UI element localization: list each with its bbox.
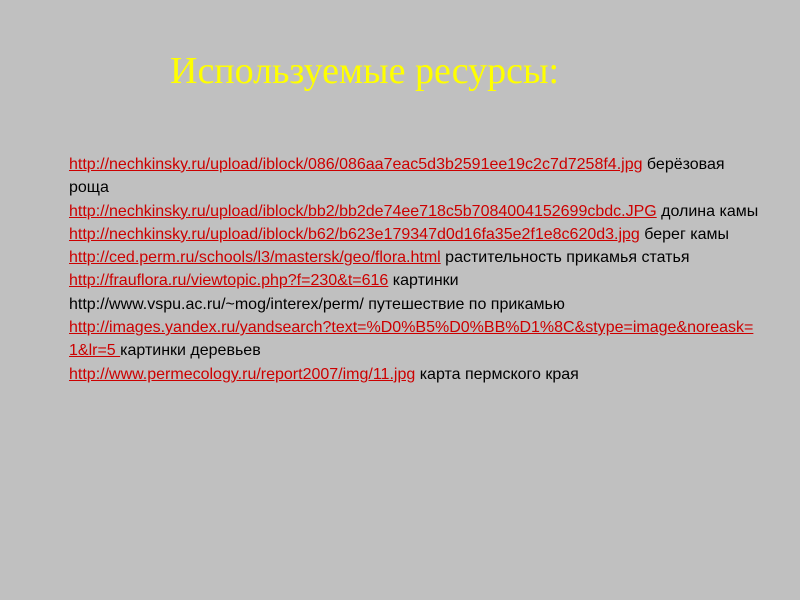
resource-item (69, 153, 759, 200)
resource-link[interactable]: http://nechkinsky.ru/upload/iblock/086/086aa7eac5d3b2591ee19c2c7d7258f4.jpg (69, 156, 643, 173)
resource-item (69, 316, 759, 363)
slide-title: Используемые ресурсы: (170, 50, 560, 92)
resource-link[interactable]: http://ced.perm.ru/schools/l3/mastersk/geo/flora.html (69, 249, 441, 267)
resource-item (69, 363, 759, 386)
resource-description: карта пермского края (415, 365, 579, 383)
resource-link[interactable]: http://www.permecology.ru/report2007/img/11.jpg (69, 365, 416, 383)
resource-plain-text: http://www.vspu.ac.ru/~mog/interex/perm/ путешествие по прикамью (69, 295, 565, 313)
resource-description: берёзовая роща (69, 156, 725, 197)
resource-description: растительность прикамья статья (440, 249, 690, 267)
resource-list (69, 153, 759, 386)
resource-item (69, 293, 759, 316)
resource-item (69, 269, 759, 292)
resource-description: картинки (388, 272, 459, 290)
resource-link[interactable]: http://nechkinsky.ru/upload/iblock/b62/b623e179347d0d16fa35e2f1e8c620d3.jpg (69, 225, 640, 243)
resource-link[interactable]: http://images.yandex.ru/yandsearch?text=%D0%B5%D0%BB%D1%8C&stype=image&noreask=1&lr=5 (69, 319, 754, 360)
resource-description: берег камы (639, 225, 729, 243)
resource-link[interactable]: http://nechkinsky.ru/upload/iblock/bb2/bb2de74ee718c5b7084004152699cbdc.JPG (69, 202, 657, 220)
resource-description: долина камы (656, 202, 759, 220)
resource-item (69, 200, 759, 223)
resource-item (69, 246, 759, 269)
resource-link[interactable]: http://frauflora.ru/viewtopic.php?f=230&t=616 (69, 272, 389, 290)
resource-description: картинки деревьев (120, 342, 261, 360)
resource-item (69, 223, 759, 246)
